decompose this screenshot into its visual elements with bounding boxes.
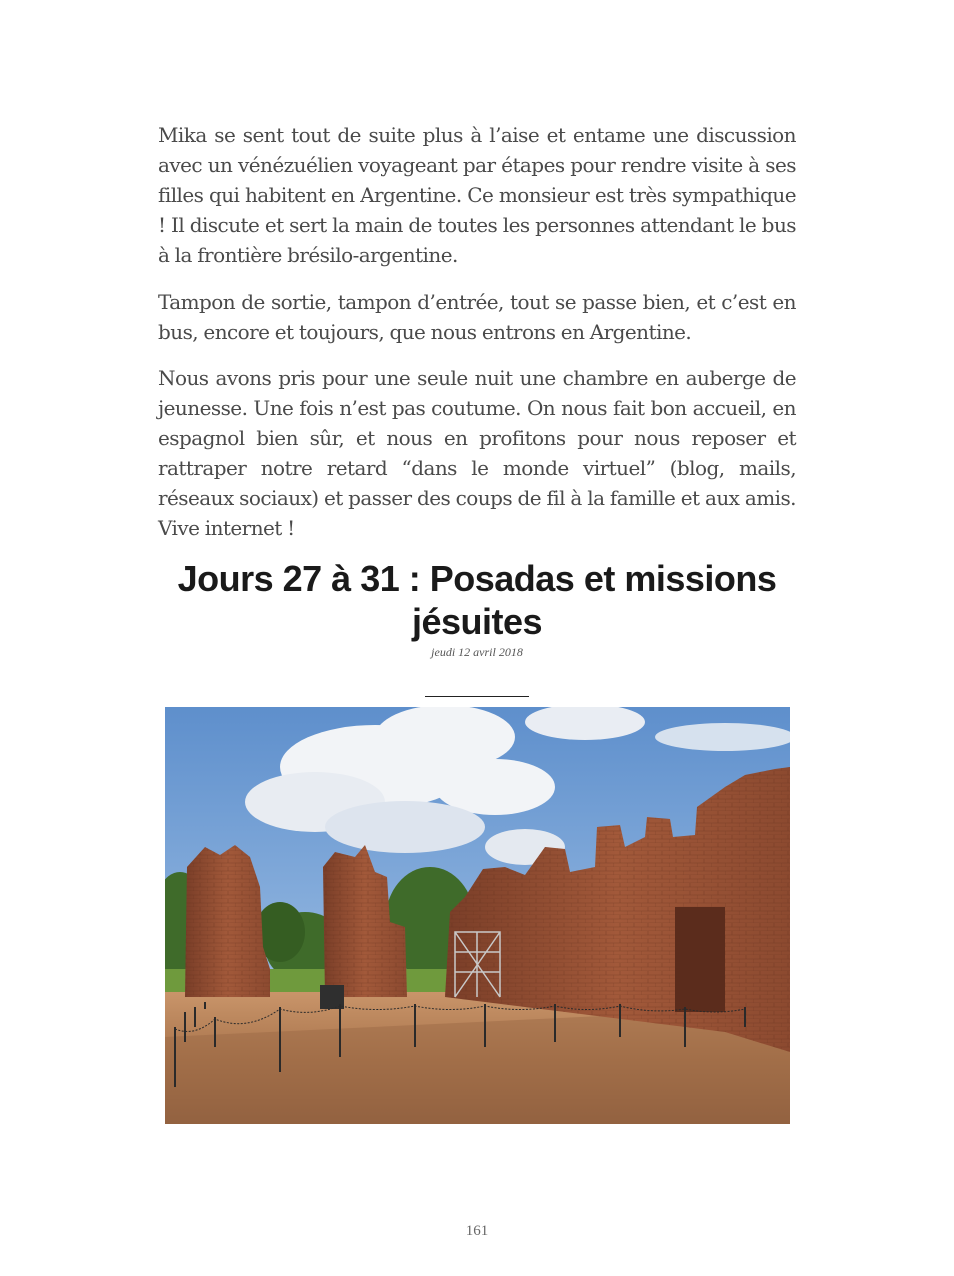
chapter-date: jeudi 12 avril 2018 (431, 645, 523, 659)
title-divider (425, 696, 529, 697)
paragraph-entry-argentina: Tampon de sortie, tampon d’entrée, tout se passe bien, et c’est en bus, encore et toujours, que nous entrons en Argentine. (158, 290, 796, 344)
page-number: 161 (465, 1223, 489, 1239)
jesuit-mission-ruins-photo (165, 707, 790, 1124)
paragraph-youth-hostel: Nous avons pris pour une seule nuit une chambre en auberge de jeunesse. Une fois n’est pas coutume. On nous fait bon accueil, en espagnol bien sûr, et nous en profitons pour nous reposer et rattraper notre retard “dans le monde virtuel” (blog, mails, réseaux sociaux) et passer des coups de fil à la famille et aux amis. Vive internet ! (158, 366, 796, 540)
chapter-title: Jours 27 à 31 : Posadas et missions jésuites (177, 558, 777, 642)
paragraph-border-crossing: Mika se sent tout de suite plus à l’aise et entame une discussion avec un vénézuélien voyageant par étapes pour rendre visite à ses filles qui habitent en Argentine. Ce monsieur est très sympathique ! Il discute et sert la main de toutes les personnes attendant le bus à la frontière brésilo-argentine. (158, 123, 796, 267)
